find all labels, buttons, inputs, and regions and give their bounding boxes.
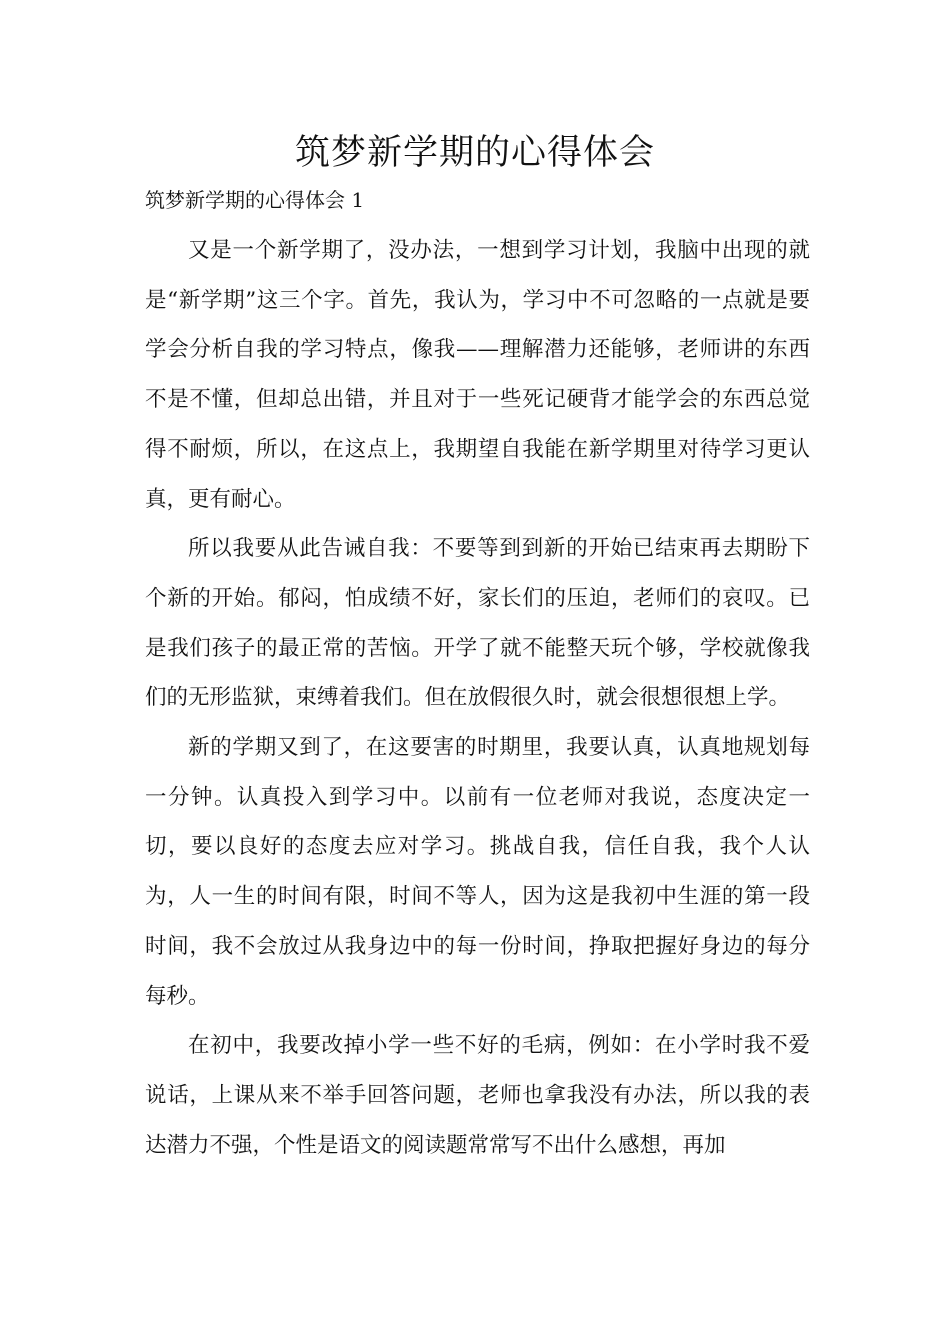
document-title: 筑梦新学期的心得体会 <box>294 133 655 173</box>
section-heading: 筑梦新学期的心得体会 1 <box>145 188 365 212</box>
paragraph: 新的学期又到了，在这要害的时期里，我要认真，认真地规划每一分钟。认真投入到学习中。以前有一位老师对我说，态度决定一切，要以良好的态度去应对学习。挑战自我，信任自我，我个人认为，人一生的时间有限，时间不等人，因为这是我初中生涯的第一段时间，我不会放过从我身边中的每一份时间，挣取把握好身边的每分每秒。 <box>145 735 810 1009</box>
paragraph: 在初中，我要改掉小学一些不好的毛病，例如：在小学时我不爱说话，上课从来不举手回答问题，老师也拿我没有办法，所以我的表达潜力不强，个性是语文的阅读题常常写不出什么感想，再加 <box>145 1033 810 1158</box>
paragraph: 又是一个新学期了，没办法，一想到学习计划，我脑中出现的就是“新学期”这三个字。首先，我认为，学习中不可忽略的一点就是要学会分析自我的学习特点，像我——理解潜力还能够，老师讲的东西不是不懂，但却总出错，并且对于一些死记硬背才能学会的东西总觉得不耐烦，所以，在这点上，我期望自我能在新学期里对待学习更认真，更有耐心。 <box>145 238 810 512</box>
paragraph: 所以我要从此告诫自我：不要等到到新的开始已结束再去期盼下个新的开始。郁闷，怕成绩不好，家长们的压迫，老师们的哀叹。已是我们孩子的最正常的苦恼。开学了就不能整天玩个够，学校就像我们的无形监狱，束缚着我们。但在放假很久时，就会很想很想上学。 <box>145 536 810 711</box>
document-body <box>145 226 810 1170</box>
